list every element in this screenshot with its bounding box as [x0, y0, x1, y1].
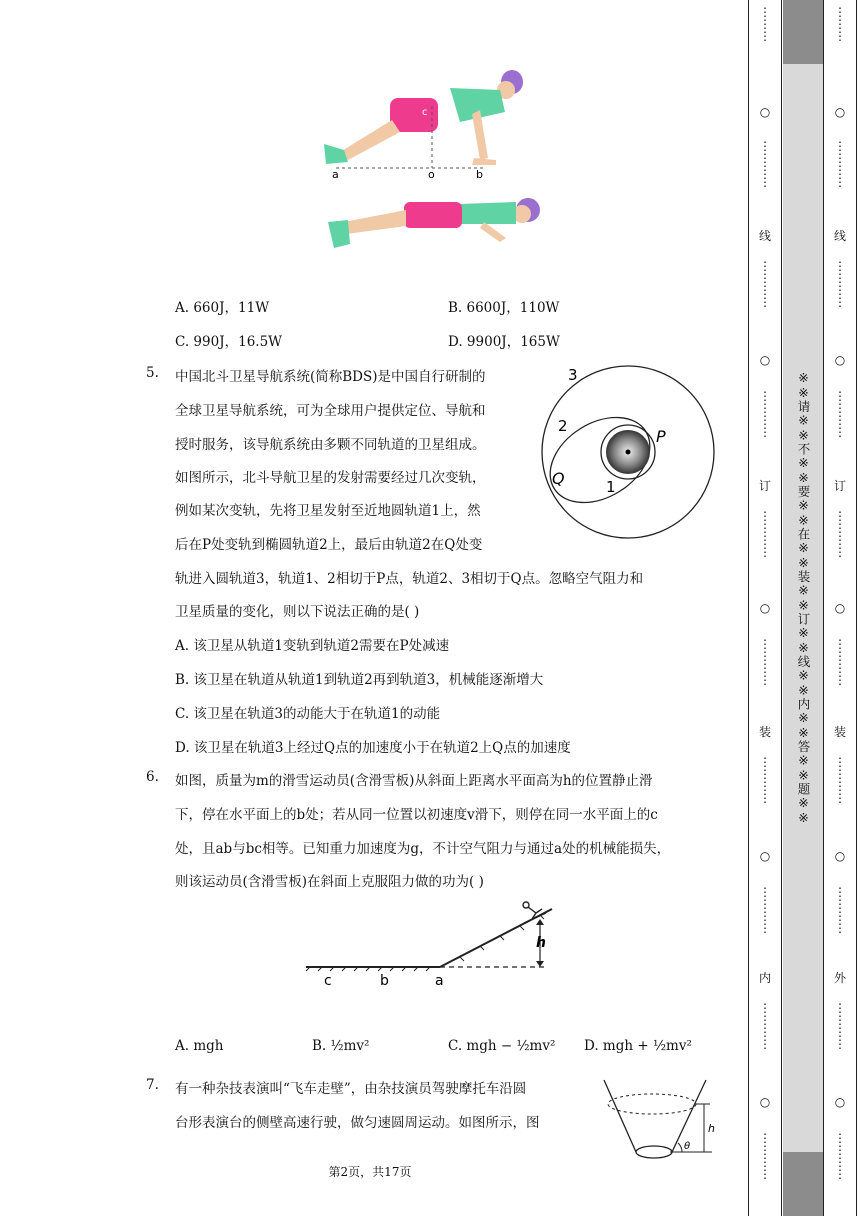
ski-label-b: b	[380, 973, 389, 989]
q6-line-2: 下，停在水平面上的b处；若从同一位置以初速度v滑下，则停在同一水平面上的c	[175, 807, 658, 823]
orbit-diagram	[540, 360, 720, 540]
q5-line-2: 全球卫星导航系统，可为全球用户提供定位、导航和	[175, 403, 486, 419]
orbit-label-3: 3	[568, 366, 578, 384]
q7-line-1: 有一种杂技表演叫“飞车走壁”，由杂技演员驾驶摩托车沿圆	[175, 1081, 527, 1097]
ski-label-a: a	[435, 973, 444, 989]
pushup-figure	[300, 62, 560, 262]
q6-option-a[interactable]: A. mgh	[175, 1038, 224, 1054]
q6-option-c[interactable]: C. mgh − ½mv²	[448, 1038, 556, 1054]
q6-number: 6.	[146, 769, 159, 785]
pushup-label-a: a	[332, 168, 339, 181]
q6-option-b[interactable]: B. ½mv²	[312, 1038, 370, 1054]
binding-outer-label-wai: 外	[833, 971, 846, 985]
q5-line-4: 如图所示，北斗导航卫星的发射需要经过几次变轨，	[175, 470, 486, 486]
binding-inner-label-zhuang: 装	[758, 725, 771, 739]
binding-circle-4: ○	[759, 849, 771, 863]
q5-line-8: 卫星质量的变化，则以下说法正确的是( )	[175, 604, 420, 620]
q7-line-2: 台形表演台的侧壁高速行驶，做匀速圆周运动。如图所示，图	[175, 1115, 540, 1131]
q5-option-b[interactable]: B. 该卫星在轨道从轨道1到轨道2再到轨道3，机械能逐渐增大	[175, 672, 544, 688]
binding-outer-column: ⋮ ⋮ ⋮ ○ ⋮ ⋮ ⋮ ⋮ 线 ⋮ ⋮ ⋮ ⋮ ○ ⋮ ⋮ ⋮ ⋮ 订 ⋮ ⋮ ⋮ ⋮ ○ ⋮ ⋮ ⋮ ⋮ 装 ⋮ ⋮ ⋮ ⋮ ○ ⋮ ⋮ ⋮ ⋮ 外 ⋮ ⋮ ⋮ ⋮ ○ ⋮ ⋮ ⋮ ⋮	[823, 0, 857, 1216]
cone-label-theta: θ	[684, 1141, 691, 1152]
q5-number: 5.	[146, 365, 159, 381]
binding-inner-label-nei: 内	[758, 971, 771, 985]
ski-label-c: c	[324, 973, 332, 989]
binding-dark-block-bottom	[783, 1152, 823, 1216]
q4-option-a[interactable]: A. 660J，11W	[175, 300, 270, 316]
orbit-label-q: Q	[552, 469, 565, 488]
binding-dark-block-top	[783, 0, 823, 64]
q5-option-c[interactable]: C. 该卫星在轨道3的动能大于在轨道1的动能	[175, 706, 441, 722]
pushup-person-down	[328, 198, 540, 248]
binding-outer-label-xian: 线	[833, 229, 846, 243]
binding-outer-circle-5: ○	[834, 1095, 846, 1109]
cone-diagram	[600, 1072, 725, 1167]
q4-option-d[interactable]: D. 9900J，165W	[448, 334, 560, 350]
binding-outer-circle-3: ○	[834, 601, 846, 615]
q6-line-1: 如图，质量为m的滑雪运动员(含滑雪板)从斜面上距离水平面高为h的位置静止滑	[175, 773, 653, 789]
q4-option-c[interactable]: C. 990J，16.5W	[175, 334, 283, 350]
binding-inner-label-xian: 线	[758, 229, 771, 243]
pushup-label-b: b	[476, 168, 483, 181]
q5-line-1: 中国北斗卫星导航系统(简称BDS)是中国自行研制的	[175, 369, 486, 385]
binding-outer-circle-2: ○	[834, 353, 846, 367]
binding-outer-label-zhuang: 装	[833, 725, 846, 739]
q5-line-3: 授时服务，该导航系统由多颗不同轨道的卫星组成。	[175, 437, 486, 453]
q5-option-d[interactable]: D. 该卫星在轨道3上经过Q点的加速度小于在轨道2上Q点的加速度	[175, 740, 571, 756]
binding-inner-column: ⋮ ⋮ ⋮ ○ ⋮ ⋮ ⋮ ⋮ 线 ⋮ ⋮ ⋮ ⋮ ○ ⋮ ⋮ ⋮ ⋮ 订 ⋮ ⋮ ⋮ ⋮ ○ ⋮ ⋮ ⋮ ⋮ 装 ⋮ ⋮ ⋮ ⋮ ○ ⋮ ⋮ ⋮ ⋮ 内 ⋮ ⋮ ⋮ ⋮ ○ ⋮ ⋮ ⋮ ⋮	[748, 0, 782, 1216]
binding-circle-5: ○	[759, 1095, 771, 1109]
binding-outer-label-ding: 订	[833, 479, 846, 493]
q5-line-5: 例如某次变轨，先将卫星发射至近地圆轨道1上，然	[175, 503, 481, 519]
binding-circle-3: ○	[759, 601, 771, 615]
page-footer: 第2页，共17页	[328, 1165, 412, 1179]
q4-option-b[interactable]: B. 6600J，110W	[448, 300, 560, 316]
orbit-label-1: 1	[606, 478, 616, 496]
binding-inner-label-ding: 订	[758, 479, 771, 493]
binding-circle-2: ○	[759, 353, 771, 367]
binding-circle-1: ○	[759, 105, 771, 119]
orbit-label-p: P	[656, 427, 666, 446]
q5-option-a[interactable]: A. 该卫星从轨道1变轨到轨道2需要在P处减速	[175, 638, 450, 654]
q6-option-d[interactable]: D. mgh + ½mv²	[584, 1038, 692, 1054]
binding-outer-circle-1: ○	[834, 105, 846, 119]
cone-label-h: h	[708, 1122, 715, 1135]
orbit-label-2: 2	[558, 417, 568, 435]
q6-line-3: 处，且ab与bc相等。已知重力加速度为g，不计空气阻力与通过a处的机械能损失，	[175, 841, 671, 857]
ski-slope-diagram	[300, 895, 570, 990]
pushup-person-up	[324, 70, 523, 181]
pushup-label-c: c	[422, 107, 428, 118]
q6-line-4: 则该运动员(含滑雪板)在斜面上克服阻力做的功为( )	[175, 874, 484, 890]
q7-number: 7.	[146, 1077, 159, 1093]
skier-icon	[523, 902, 546, 923]
q5-line-6: 后在P处变轨到椭圆轨道2上，最后由轨道2在Q处变	[175, 537, 483, 553]
q5-line-7: 轨进入圆轨道3，轨道1、2相切于P点，轨道2、3相切于Q点。忽略空气阻力和	[175, 571, 644, 587]
pushup-label-o: o	[428, 168, 435, 181]
binding-outer-circle-4: ○	[834, 849, 846, 863]
binding-warning-text: ※※请※※不※※要※※在※※装※※订※※线※※内※※答※※题※※	[796, 370, 811, 825]
ski-label-h: h	[536, 935, 546, 951]
